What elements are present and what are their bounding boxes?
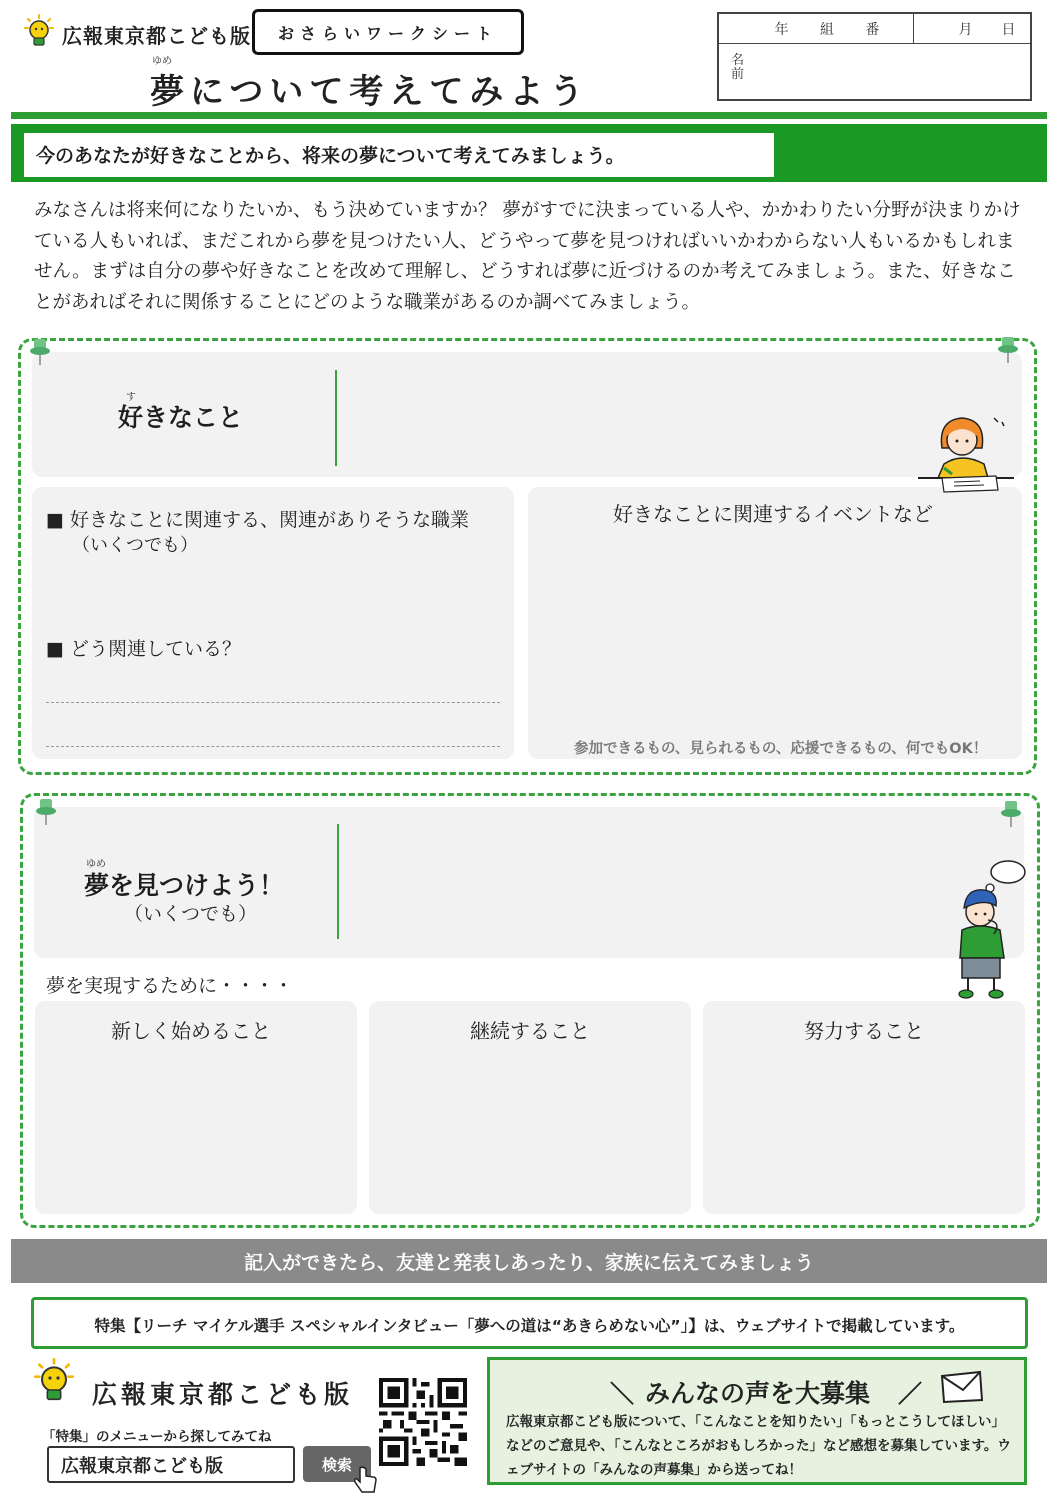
cursor-hand-icon: [352, 1466, 378, 1494]
share-band: 記入ができたら、友達と発表しあったり、家族に伝えてみましょう: [11, 1239, 1047, 1283]
relation-label: ■ どう関連している？: [46, 638, 242, 660]
dream-title: 夢を見つけよう！: [84, 871, 285, 900]
continue-label: 継続すること: [470, 1019, 590, 1043]
lightbulb-icon: [24, 14, 54, 50]
lead-text: 今のあなたが好きなことから、将来の夢について考えてみましょう。: [24, 133, 774, 177]
worksheet-badge: おさらいワークシート: [252, 9, 524, 55]
worksheet-sheet: [940, 474, 1000, 494]
pushpin-icon: [999, 798, 1023, 828]
events-label: 好きなことに関連するイベントなど: [613, 502, 933, 526]
pushpin-icon: [34, 796, 58, 826]
dream-subtitle: （いくつでも）: [124, 903, 258, 925]
feature-notice: 特集【リーチ マイケル選手 スペシャルインタビュー「夢への道は“あきらめない心”」】は、ウェブサイトで掲載しています。: [31, 1297, 1028, 1349]
voice-body: 広報東京都こども版について、「こんなことを知りたい」「もっとこうしてほしい」などのご意見や、「こんなところがおもしろかった」など感想を募集しています。ウェブサイトの「みんなの声募集」から送ってね！: [506, 1414, 1011, 1478]
intro-paragraph: みなさんは将来何になりたいか、もう決めていますか？ 夢がすでに決まっている人や、かかわりたい分野が決まりかけている人もいれば、まだこれから夢を見つけたい人、どうやって夢を見つければいいかわからない人もいるかもしれません。まずは自分の夢や好きなことを改めて理解し、どうすれば夢に近づけるのか考えてみましょう。また、好きなことがあればそれに関係することにどのような職業があるのか調べてみましょう。: [34, 200, 1021, 313]
realize-label: 夢を実現するために・・・・: [46, 975, 294, 997]
search-button[interactable]: 検索: [303, 1446, 371, 1482]
dream-title-ruby: ゆめ: [86, 859, 106, 870]
start-label: 新しく始めること: [111, 1019, 271, 1043]
events-note: 参加できるもの、見られるもの、応援できるもの、何でもOK！: [574, 741, 988, 757]
answer-line-2[interactable]: [46, 746, 500, 747]
title-ruby: ゆめ: [152, 56, 172, 67]
effort-label: 努力すること: [804, 1019, 924, 1043]
header-rule: [11, 112, 1047, 119]
voice-slash-left: ＼: [610, 1380, 634, 1408]
lightbulb-icon: [34, 1358, 74, 1406]
logo-text: 広報東京都こども版: [62, 24, 251, 48]
answer-line-1[interactable]: [46, 702, 500, 703]
menu-hint: 「特集」のメニューから探してみてね: [42, 1429, 272, 1445]
day-label: 日: [1001, 21, 1016, 38]
voice-title: みんなの声を大募集: [645, 1379, 871, 1408]
likes-title: 好きなこと: [118, 403, 244, 432]
footer-logo-text: 広報東京都こども版: [92, 1380, 354, 1409]
events-card[interactable]: [528, 487, 1022, 759]
voice-box[interactable]: [487, 1357, 1027, 1485]
month-label: 月: [958, 21, 973, 38]
pushpin-icon: [28, 336, 52, 366]
class-label: 組: [819, 21, 834, 38]
number-label: 番: [865, 21, 880, 38]
envelope-icon: [938, 1370, 984, 1404]
qr-code[interactable]: [379, 1378, 467, 1466]
dream-panel: [20, 793, 1040, 1228]
boy-thinking-illustration: [944, 858, 1030, 1000]
name-box[interactable]: [717, 12, 1032, 101]
divider-line: [335, 370, 337, 466]
name-label: 名前: [731, 53, 745, 82]
year-label: 年: [774, 21, 789, 38]
search-input[interactable]: 広報東京都こども版: [47, 1446, 295, 1483]
jobs-label: ■ 好きなことに関連する、関連がありそうな職業: [46, 509, 470, 531]
pushpin-icon: [996, 334, 1020, 364]
likes-title-ruby: す: [126, 392, 136, 403]
jobs-sub: （いくつでも）: [72, 535, 198, 556]
voice-slash-right: ／: [898, 1380, 922, 1408]
page-title: 夢について考えてみよう: [150, 72, 590, 112]
divider-line: [337, 824, 339, 939]
